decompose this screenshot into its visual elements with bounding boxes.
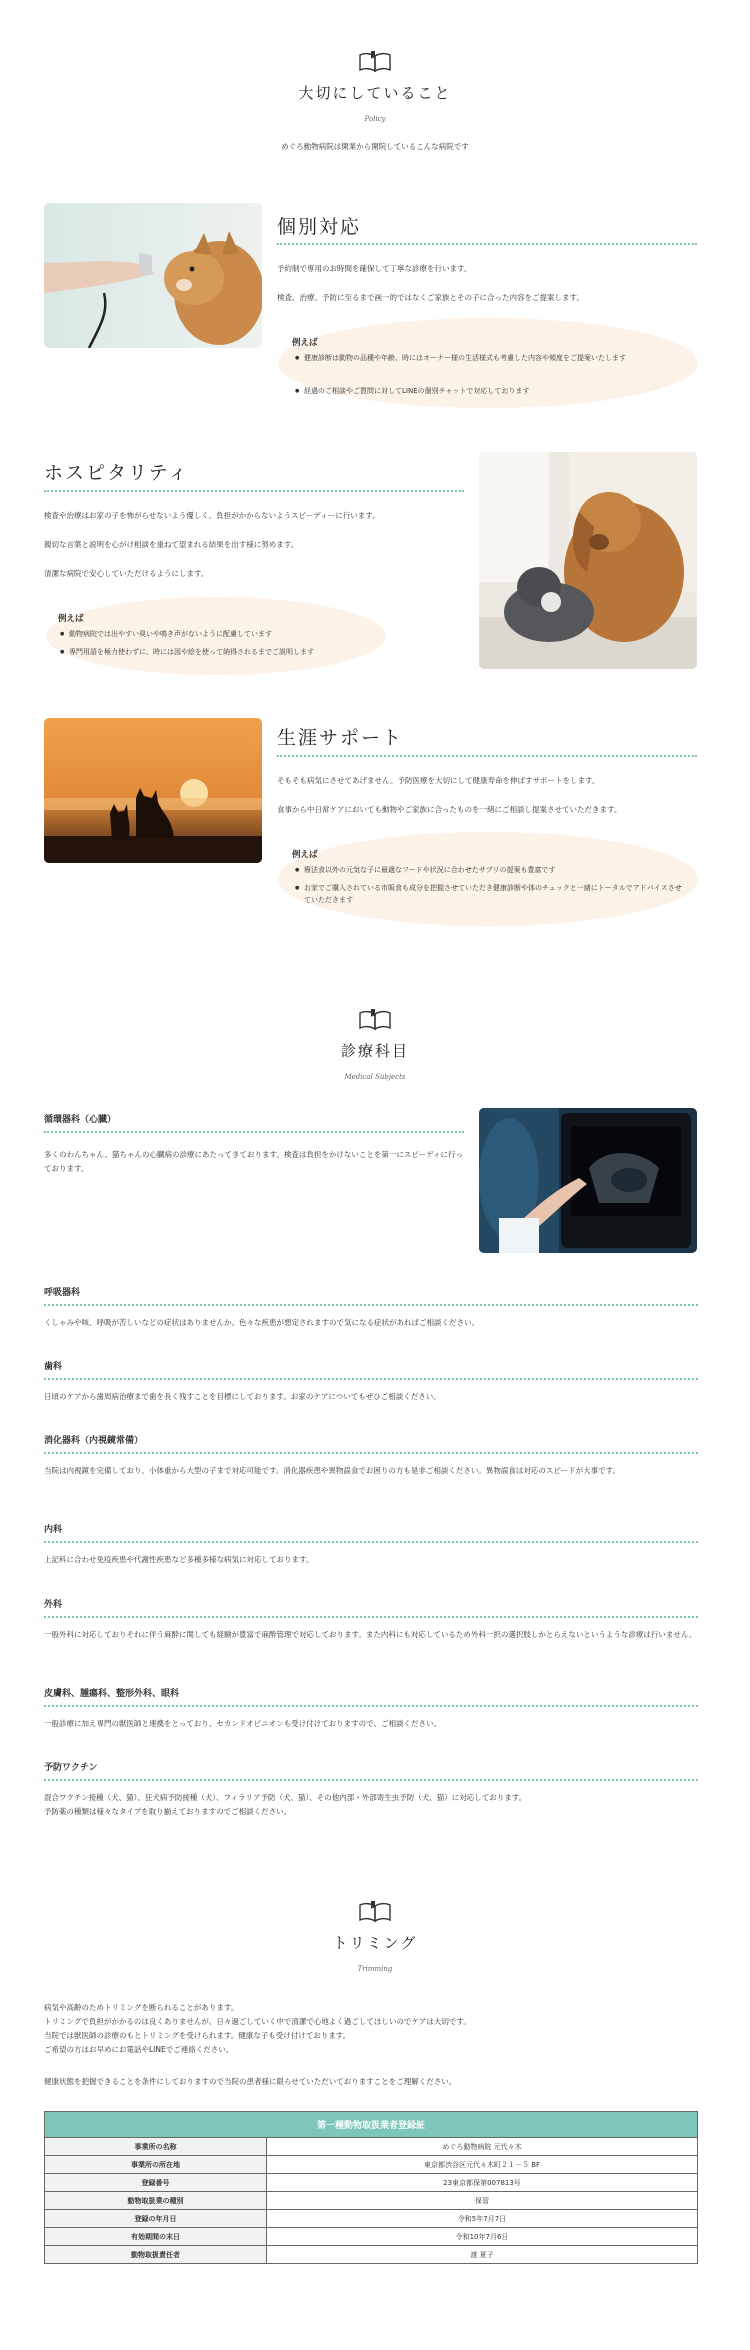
dept-divider: [44, 1304, 698, 1306]
feature-title-individual: 個別対応: [277, 216, 362, 238]
feature-divider: [277, 243, 697, 245]
feature-divider: [44, 490, 464, 492]
table-row: [45, 2138, 698, 2156]
dept-title: 予防ワクチン: [44, 1763, 98, 1773]
dept-divider: [44, 1378, 698, 1380]
feature-text: 検査、治療、予防に至るまで画一的ではなくご家族とその子に合った内容をご提案します。: [277, 293, 584, 302]
trimming-text: ご希望の方はお早めにお電話やLINEでご連絡ください。: [44, 2045, 234, 2054]
feature-photo-dog-and-cat: [479, 452, 697, 669]
registration-value: 渡 夏子: [267, 2246, 698, 2264]
feature-text: 清潔な病院で安心していただけるようにします。: [44, 569, 209, 578]
registration-key: 動物取扱責任者: [45, 2246, 267, 2264]
dept-title: 消化器科（内視鏡常備）: [44, 1436, 144, 1446]
example-item: ● お家でご購入されている市販食も成分を把握させていただき健康診断や体のチェックと一緒にトータルでアドバイスさせていただきます: [295, 882, 685, 906]
example-item: ● 動物病院では出やすい臭いや鳴き声がないように配慮しています: [60, 628, 380, 640]
registration-caption: 第一種動物取扱業者登録証: [45, 2112, 698, 2138]
example-heading: 例えば: [292, 338, 318, 348]
registration-value: 令和10年7月6日: [267, 2228, 698, 2246]
trimming-text: 病気や高齢のためトリミングを断られることがあります。: [44, 2003, 239, 2012]
dept-divider: [44, 1705, 698, 1707]
registration-value: めぐろ動物病院 元代々木: [267, 2138, 698, 2156]
open-book-icon: [358, 1900, 392, 1924]
registration-key: 登録番号: [45, 2174, 267, 2192]
table-row: [45, 2210, 698, 2228]
animal-business-registration-table: [44, 2111, 698, 2264]
registration-value: 令和5年7月7日: [267, 2210, 698, 2228]
dept-divider: [44, 1616, 698, 1618]
feature-text: 検査や治療はお家の子を怖がらせないよう優しく、負担がかからないようスピーディーに行います。: [44, 511, 380, 520]
dept-title: 外科: [44, 1600, 63, 1610]
dept-text: 日頃のケアから歯周病治療まで歯を長く残すことを目標にしております。お家のケアについてもぜひご相談ください。: [44, 1392, 441, 1401]
dept-text: くしゃみや咳、呼吸が苦しいなどの症状はありませんか。色々な疾患が想定されますので気になる症状があればご相談ください。: [44, 1318, 479, 1327]
trimming-script: Trimming: [357, 1965, 393, 1973]
policy-header: [0, 50, 750, 152]
example-item: ● 専門用語を極力使わずに、時には図や絵を使って納得されるまでご説明します: [60, 646, 380, 658]
dept-title: 皮膚科、腫瘍科、整形外科、眼科: [44, 1689, 180, 1699]
example-item: ● 健康診断は動物の品種や年齢、時にはオーナー様の生活様式も考慮した内容や頻度をご提案いたします: [295, 352, 685, 364]
trimming-note: 健康状態を把握できることを条件にしておりますので当院の患者様に限らせていただいておりますことをご理解ください。: [44, 2077, 457, 2086]
dept-divider: [44, 1131, 464, 1133]
trimming-title: トリミング: [332, 1934, 418, 1952]
departments-header: [0, 1008, 750, 1081]
example-heading: 例えば: [58, 614, 84, 624]
feature-title-lifetime-support: 生涯サポート: [277, 727, 404, 749]
dept-title: 循環器科（心臓）: [44, 1115, 117, 1125]
dept-photo-ultrasound: [479, 1108, 697, 1253]
dept-text: 当院は内視鏡を完備しており、小体重から大型の子まで対応可能です。消化器疾患や異物誤食でお困りの方も是非ご相談ください。異物誤食は対応のスピードが大事です。: [44, 1466, 620, 1475]
table-row: [45, 2228, 698, 2246]
departments-script: Medical Subjects: [344, 1073, 406, 1081]
dept-text: 多くのわんちゃん、猫ちゃんの心臓病の診療にあたってきております。検査は負担をかけないことを第一にスピーディに行っております。: [44, 1150, 463, 1173]
example-bubble: [278, 832, 698, 926]
example-item: ● 療法食以外の元気な子に最適なフードや状況に合わせたサプリの提案も豊富です: [295, 864, 685, 876]
dept-text: 混合ワクチン接種（犬、猫）、狂犬病予防接種（犬）、フィラリア予防（犬、猫）、その他内部・外部寄生虫予防（犬、猫）に対応しております。 予防薬の種類は様々なタイプを取り揃えておりますのでご相談ください。: [44, 1793, 527, 1816]
dept-title: 歯科: [44, 1362, 63, 1372]
registration-key: 有効期間の末日: [45, 2228, 267, 2246]
dept-title: 呼吸器科: [44, 1288, 81, 1298]
registration-key: 登録の年月日: [45, 2210, 267, 2228]
registration-value: 23東京都保第007813号: [267, 2174, 698, 2192]
dept-title: 内科: [44, 1525, 63, 1535]
dept-divider: [44, 1779, 698, 1781]
registration-value: 保管: [267, 2192, 698, 2210]
dept-text: 上記科に合わせ免疫疾患や代謝性疾患など多種多様な病気に対応しております。: [44, 1555, 314, 1564]
feature-photo-cat-stethoscope: [44, 203, 262, 348]
policy-title: 大切にしていること: [298, 84, 452, 102]
trimming-text: トリミングで負担がかかるのは良くありませんが、日々過ごしていく中で清潔で心地よく過ごしてほしいのでケアは大切です。: [44, 2017, 471, 2026]
feature-title-hospitality: ホスピタリティ: [44, 462, 190, 484]
dept-text: 一般診療に加え専門の獣医師と連携をとっており、セカンドオピニオンも受け付けておりますので、ご相談ください。: [44, 1719, 441, 1728]
policy-script: Policy: [364, 115, 386, 123]
table-row: [45, 2192, 698, 2210]
registration-key: 事業所の所在地: [45, 2156, 267, 2174]
trimming-text: 当院では獣医師の診療のもとトリミングを受けられます。健康な子も受け付けております。: [44, 2031, 351, 2040]
open-book-icon: [358, 50, 392, 74]
feature-photo-sunset-pets: [44, 718, 262, 863]
trimming-header: [0, 1900, 750, 1973]
registration-value: 東京都渋谷区元代々木町２１－５ BF: [267, 2156, 698, 2174]
registration-key: 動物取扱業の種別: [45, 2192, 267, 2210]
dept-divider: [44, 1541, 698, 1543]
departments-title: 診療科目: [340, 1042, 409, 1060]
feature-text: 食事から中日常ケアにおいても動物やご家族に合ったものを一緒にご相談し提案させていただきます。: [277, 805, 622, 814]
table-row: [45, 2174, 698, 2192]
table-row: [45, 2156, 698, 2174]
table-row: [45, 2246, 698, 2264]
feature-divider: [277, 755, 697, 757]
registration-key: 事業所の名称: [45, 2138, 267, 2156]
feature-text: 親切な言葉と説明を心がけ相談を重ねて望まれる結果を出す様に努めます。: [44, 540, 299, 549]
feature-text: そもそも病気にさせてあげません。予防医療を大切にして健康寿命を伸ばすサポートをします。: [277, 776, 600, 785]
feature-text: 予約制で専用のお時間を確保して丁寧な診療を行います。: [277, 264, 472, 273]
example-item: ● 経過のご相談やご質問に対してLINEの個別チャットで対応しております: [295, 385, 685, 397]
policy-lead: めぐろ動物病院は開業から開院しているこんな病院です: [281, 142, 469, 151]
dept-divider: [44, 1452, 698, 1454]
example-heading: 例えば: [292, 850, 318, 860]
dept-text: 一般外科に対応しておりそれに伴う麻酔に関しても経験が豊富で麻酔管理で対応しております。また内科にも対応しているため外科一択の選択肢しかとらえないというような診療は行いません。: [44, 1630, 697, 1639]
open-book-icon: [358, 1008, 392, 1032]
